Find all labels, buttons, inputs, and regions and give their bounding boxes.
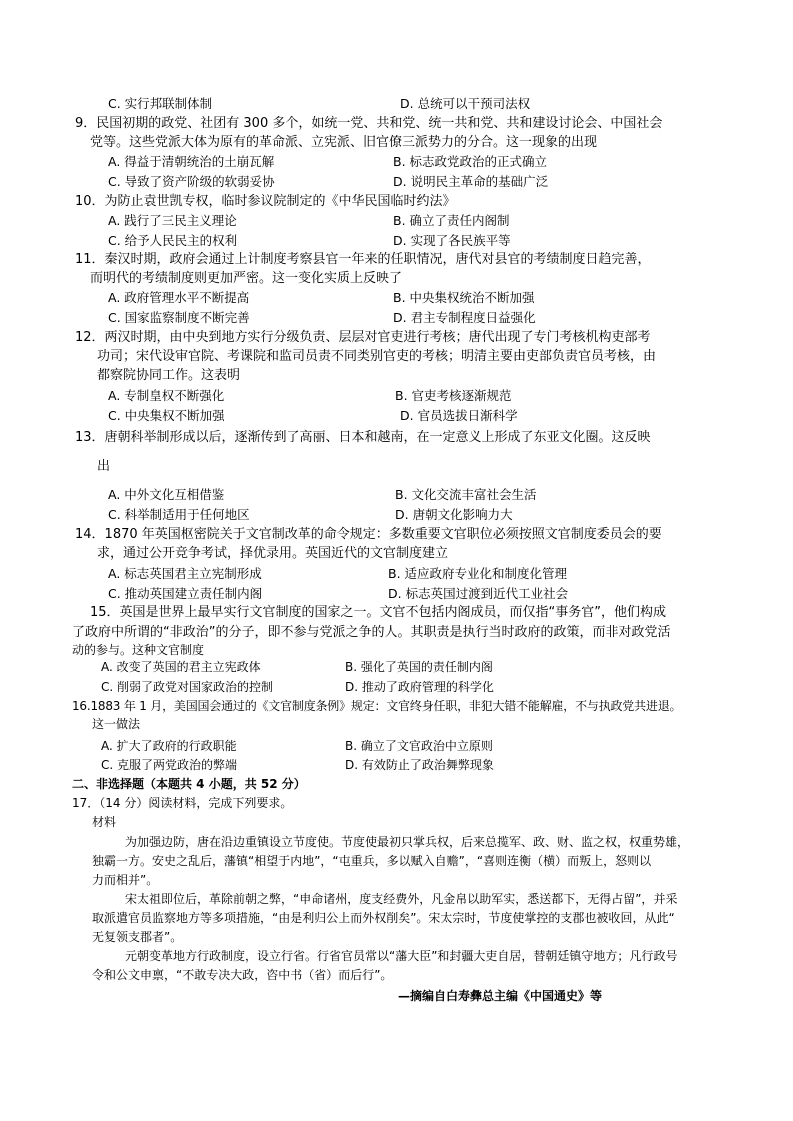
material-text: 取派遣官员监察地方等多项措施，“由是利归公上而外权削矣”。宋太宗时，节度使掌控的支郡也被收回，从此“ xyxy=(92,911,675,925)
question-stem: 17．（14 分）阅读材料，完成下列要求。 xyxy=(72,796,293,810)
question-stem: 9．民国初期的政党、社团有 300 多个，如统一党、共和党、统一共和党、共和建设讨论会、中国社会 xyxy=(75,116,663,131)
option-a: A. 政府管理水平不断提高 xyxy=(108,290,250,305)
question-stem: 这一做法 xyxy=(92,717,141,731)
option-a: A. 专制皇权不断强化 xyxy=(108,388,225,403)
material-text: 宋太祖即位后，革除前朝之弊，“申命诸州，度支经费外，凡金帛以助军实，悉送都下，无得占留”，并采 xyxy=(125,892,678,906)
question-stem: 15．英国是世界上最早实行文官制度的国家之一。文官不包括内阁成员，而仅指“事务官”，他们构成 xyxy=(90,605,667,620)
question-stem: 求，通过公开竞争考试，择优录用。英国近代的文官制度建立 xyxy=(97,546,449,561)
option-c: C. 削弱了政党对国家政治的控制 xyxy=(101,680,274,694)
option-b: B. 标志政党政治的正式确立 xyxy=(393,154,548,169)
option-a: A. 得益于清朝统治的土崩瓦解 xyxy=(108,154,275,169)
question-stem: 了政府中所谓的“非政治”的分子，即不参与党派之争的人。其职责是执行当时政府的政策，而非对政党活 xyxy=(72,625,671,640)
question-stem: 16.1883 年 1 月，美国国会通过的《文官制度条例》规定：文官终身任职，非犯大错不能解雇，不与执政党共进退。 xyxy=(72,699,682,713)
material-text: 为加强边防，唐在沿边重镇设立节度使。节度使最初只掌兵权，后来总揽军、政、财、监之权，权重势雄， xyxy=(125,835,690,849)
option-c: C. 给予人民民主的权利 xyxy=(108,233,238,248)
option-b: B. 确立了文官政治中立原则 xyxy=(345,739,493,753)
option-c: C. 实行邦联制体制 xyxy=(108,96,213,111)
option-a: A. 扩大了政府的行政职能 xyxy=(101,739,237,753)
option-d: D. 标志英国过渡到近代工业社会 xyxy=(388,586,569,601)
material-text: 力而相并”。 xyxy=(92,873,159,887)
option-a: A. 践行了三民主义理论 xyxy=(108,213,237,228)
question-stem: 10．为防止袁世凯专权，临时参议院制定的《中华民国临时约法》 xyxy=(75,194,456,209)
source-citation: —摘编自白寿彝总主编《中国通史》等 xyxy=(398,989,603,1003)
question-stem: 功司；宋代设审官院、考课院和监司员责不同类别官吏的考核；明清主要由吏部负责官员考核，由 xyxy=(97,349,657,364)
option-c: C. 导致了资产阶级的软弱妥协 xyxy=(108,174,275,189)
option-d: D. 说明民主革命的基础广泛 xyxy=(393,174,549,189)
question-stem: 12．两汉时期，由中央到地方实行分级负责、层层对官吏进行考核；唐代出现了专门考核机构吏部考 xyxy=(75,330,651,345)
option-b: B. 适应政府专业化和制度化管理 xyxy=(388,566,568,581)
option-c: C. 推动英国建立责任制内阁 xyxy=(108,586,263,601)
question-stem: 13．唐朝科举制形成以后，逐渐传到了高丽、日本和越南，在一定意义上形成了东亚文化圈。这反映 xyxy=(75,430,651,445)
option-a: A. 改变了英国的君主立宪政体 xyxy=(101,660,261,674)
option-c: C. 国家监察制度不断完善 xyxy=(108,310,250,325)
option-d: D. 唐朝文化影响力大 xyxy=(395,507,513,522)
option-b: B. 强化了英国的责任制内阁 xyxy=(345,660,493,674)
option-d: D. 推动了政府管理的科学化 xyxy=(345,680,494,694)
material-text: 独霸一方。安史之乱后，藩镇“相望于内地”，“屯重兵，多以赋入自赡”，“喜则连衡（横）而叛上，怒则以 xyxy=(92,854,652,868)
material-text: 无复领支郡者”。 xyxy=(92,930,183,944)
option-c: C. 科举制适用于任何地区 xyxy=(108,507,250,522)
option-d: D. 总统可以干预司法权 xyxy=(400,96,531,111)
option-c: C. 中央集权不断加强 xyxy=(108,408,225,423)
option-b: B. 中央集权统治不断加强 xyxy=(393,290,535,305)
question-stem: 11．秦汉时期，政府会通过上计制度考察县官一年来的任职情况，唐代对县官的考绩制度日趋完善， xyxy=(75,252,651,267)
section-heading: 二、非选择题（本题共 4 小题，共 52 分） xyxy=(72,777,306,791)
question-stem: 动的参与。这种文官制度 xyxy=(72,643,205,657)
option-b: B. 确立了责任内阁制 xyxy=(393,213,510,228)
question-stem: 都察院协同工作。这表明 xyxy=(97,368,241,383)
question-stem: 出 xyxy=(97,459,111,474)
option-b: B. 文化交流丰富社会生活 xyxy=(395,487,537,502)
question-stem: 而明代的考绩制度则更加严密。这一变化实质上反映了 xyxy=(90,271,403,286)
option-d: D. 实现了各民族平等 xyxy=(393,233,511,248)
option-d: D. 官员选拔日渐科学 xyxy=(400,408,518,423)
question-stem: 14．1870 年英国枢密院关于文官制改革的命令规定：多数重要文官职位必须按照文官制度委员会的要 xyxy=(75,527,662,542)
question-stem: 党等。这些党派大体为原有的革命派、立宪派、旧官僚三派势力的分合。这一现象的出现 xyxy=(90,135,598,150)
option-d: D. 有效防止了政治舞弊现象 xyxy=(345,758,494,772)
material-text: 令和公文申禀，“不敢专决大政，咨中书（省）而后行”。 xyxy=(92,968,393,982)
option-a: A. 标志英国君主立宪制形成 xyxy=(108,566,262,581)
option-a: A. 中外文化互相借鉴 xyxy=(108,487,225,502)
option-d: D. 君主专制程度日益强化 xyxy=(393,310,536,325)
option-c: C. 克服了两党政治的弊端 xyxy=(101,758,238,772)
material-text: 元朝变革地方行政制度，设立行省。行省官员常以“藩大臣”和封疆大吏自居，替朝廷镇守地方；凡行政号 xyxy=(125,949,678,963)
material-label: 材料 xyxy=(92,815,117,829)
option-b: B. 官吏考核逐渐规范 xyxy=(395,388,512,403)
